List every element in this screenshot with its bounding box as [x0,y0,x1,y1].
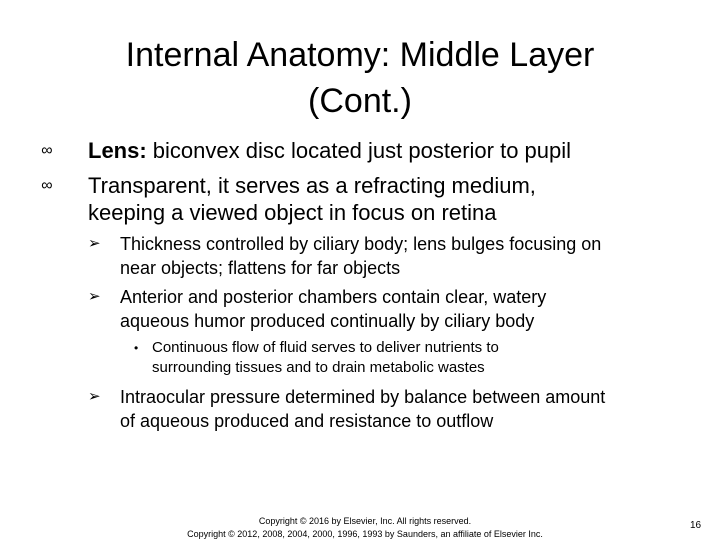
arrow-bullet-icon: ➢ [88,235,101,252]
sub-bullet-pressure-line-2: of aqueous produced and resistance to outflow [120,411,494,431]
dot-bullet-icon: • [134,341,139,355]
sub-bullet-thickness-line-2: near objects; flattens for far objects [120,258,401,278]
bullet-lens-text: biconvex disc located just posterior to pupil [146,138,572,163]
title-line-1: Internal Anatomy: Middle Layer [125,36,595,74]
slide-title [60,32,660,124]
arrow-bullet-icon: ➢ [88,288,101,305]
sub-bullet-thickness-line-1: Thickness controlled by ciliary body; lens bulges focusing on [120,234,602,254]
copyright-footer [160,515,570,541]
sub-sub-bullet-flow-line-2: surrounding tissues and to drain metabolic wastes [152,359,485,376]
bullet-lens [41,137,688,164]
sub-bullet-chambers-line-2: aqueous humor produced continually by ciliary body [120,311,535,331]
copyright-line-2: Copyright © 2012, 2008, 2004, 2000, 1996, 1993 by Saunders, an affiliate of Elsevier Inc. [187,529,543,539]
bullet-lens-term: Lens: [88,138,147,163]
copyright-line-1: Copyright © 2016 by Elsevier, Inc. All rights reserved. [258,516,472,526]
sub-bullet-pressure-line-1: Intraocular pressure determined by balance between amount [120,387,606,407]
sub-bullet-chambers-line-1: Anterior and posterior chambers contain clear, watery [120,287,547,307]
sub-sub-bullet-flow [134,338,652,378]
page-number: 16 [690,520,702,531]
sub-bullet-chambers [88,285,680,333]
sub-bullet-thickness [88,232,680,280]
sub-bullet-pressure [88,385,680,433]
infinity-bullet-icon: ∞ [41,177,53,194]
arrow-bullet-icon: ➢ [88,388,101,405]
bullet-transparent [41,172,688,226]
infinity-bullet-icon: ∞ [41,142,53,159]
sub-sub-bullet-flow-line-1: Continuous flow of fluid serves to deliver nutrients to [152,339,499,356]
bullet-transparent-line-2: keeping a viewed object in focus on retina [88,200,497,225]
bullet-transparent-line-1: Transparent, it serves as a refracting medium, [88,173,536,198]
title-line-2: (Cont.) [308,82,412,120]
